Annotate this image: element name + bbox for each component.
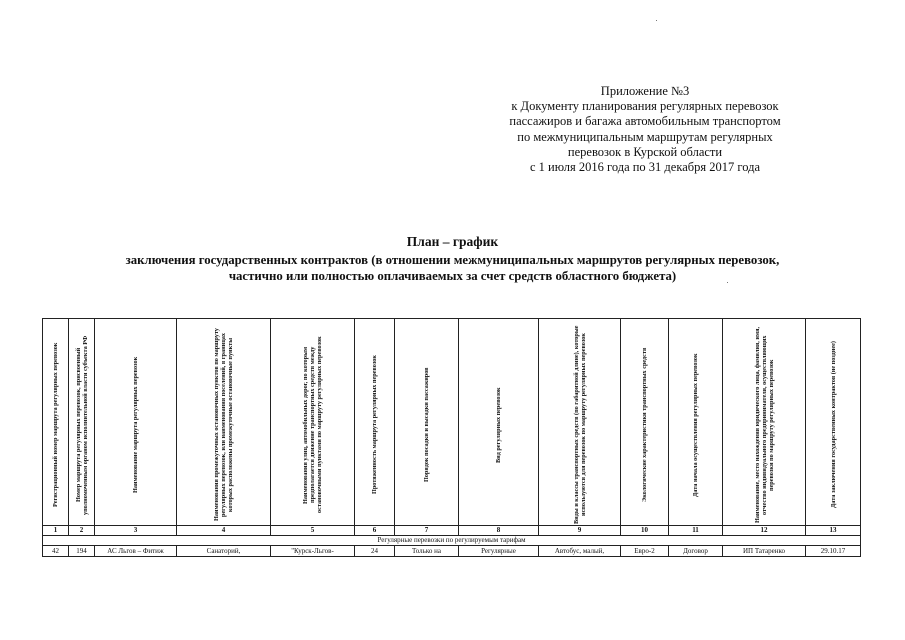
column-header-text: Наименования промежуточных остановочных пунктов по маршруту регулярных перевозок, или наименования поселений, в границах которых расположены промежуточные остановочные пункты <box>213 328 234 522</box>
table-cell: Договор <box>669 546 723 557</box>
column-number: 12 <box>723 526 806 536</box>
column-header <box>95 319 177 526</box>
table-header-row <box>43 319 861 526</box>
column-number: 13 <box>806 526 861 536</box>
column-number: 5 <box>271 526 355 536</box>
appendix-line: с 1 июля 2016 года по 31 декабря 2017 года <box>530 160 760 175</box>
column-header <box>271 319 355 526</box>
scan-speck <box>656 20 657 21</box>
appendix-line: Приложение №3 <box>600 84 690 98</box>
table-cell: АС Льгов – Фитиж <box>95 546 177 557</box>
appendix-header <box>480 84 810 175</box>
column-header-text: Наименование, место нахождения юридического лица, фамилия, имя, отчество индивидуального предпринимателя, осуществляющих перевозки по маршруту регулярных перевозок <box>753 326 775 524</box>
column-number: 2 <box>69 526 95 536</box>
table-cell: ИП Татаренко <box>723 546 806 557</box>
column-header-text: Регистрационный номер маршрута регулярных перевозок <box>52 342 59 508</box>
column-header-text: Наименование маршрута регулярных перевозок <box>132 356 139 494</box>
column-header-text: Номер маршрута регулярных перевозок, присвоенный уполномоченным органом исполнительной власти субъекта РФ <box>74 335 89 515</box>
table-cell: 42 <box>43 546 69 557</box>
plan-subtitle-line: заключения государственных контрактов (в отношении межмуниципальных маршрутов регулярных перевозок, <box>125 253 780 267</box>
column-header <box>539 319 621 526</box>
column-header <box>669 319 723 526</box>
column-header-text: Дата начала осуществления регулярных перевозок <box>692 353 699 497</box>
table-cell: 24 <box>355 546 395 557</box>
table-cell: Автобус, малый, <box>539 546 621 557</box>
table-row <box>43 546 861 557</box>
table-cell: 29.10.17 <box>806 546 861 557</box>
column-header <box>459 319 539 526</box>
column-number: 6 <box>355 526 395 536</box>
column-header-text: Экологические характеристики транспортных средств <box>641 347 648 503</box>
table-cell: Только на <box>395 546 459 557</box>
contracts-table <box>42 318 861 557</box>
table-cell: Евро-2 <box>621 546 669 557</box>
column-header <box>395 319 459 526</box>
column-header-text: Дата заключения государственных контрактов (не позднее) <box>829 341 837 509</box>
table-cell: "Курск-Льгов- <box>271 546 355 557</box>
column-number: 10 <box>621 526 669 536</box>
column-number: 3 <box>95 526 177 536</box>
plan-subtitle-line: частично или полностью оплачиваемых за счет средств областного бюджета) <box>228 268 677 283</box>
appendix-line: по межмуниципальным маршрутам регулярных <box>517 129 773 144</box>
column-header-text: Виды и классы транспортных средств (по габаритной длине), которые используются для перевозок по маршруту регулярных перевозок <box>572 325 587 525</box>
appendix-line: к Документу планирования регулярных перевозок <box>511 99 779 114</box>
appendix-line: пассажиров и багажа автомобильным транспортом <box>509 114 781 129</box>
column-header-text: Наименования улиц, автомобильных дорог, по которым предполагается движение транспортных средств между остановочными пунктами по маршруту регулярных перевозок <box>302 336 323 514</box>
column-header <box>177 319 271 526</box>
table-cell: Регулярные <box>459 546 539 557</box>
column-header <box>621 319 669 526</box>
column-header-text: Протяженность маршрута регулярных перевозок <box>371 355 378 495</box>
column-header-text: Порядок посадки и высадки пассажиров <box>423 367 430 483</box>
appendix-line: перевозок в Курской области <box>567 144 723 159</box>
column-header <box>69 319 95 526</box>
column-header <box>723 319 806 526</box>
column-header <box>355 319 395 526</box>
column-number: 8 <box>459 526 539 536</box>
column-header <box>806 319 861 526</box>
column-number-row <box>43 526 861 536</box>
column-header <box>43 319 69 526</box>
column-number: 7 <box>395 526 459 536</box>
section-label: Регулярные перевозки по регулируемым тарифам <box>43 536 861 546</box>
table-cell: Санаторий, <box>177 546 271 557</box>
column-number: 9 <box>539 526 621 536</box>
column-number: 1 <box>43 526 69 536</box>
plan-title: План – график <box>406 234 499 249</box>
section-row <box>43 536 861 546</box>
table-cell: 194 <box>69 546 95 557</box>
plan-subtitle <box>40 253 865 284</box>
column-number: 4 <box>177 526 271 536</box>
column-number: 11 <box>669 526 723 536</box>
column-header-text: Вид регулярных перевозок <box>495 387 502 463</box>
